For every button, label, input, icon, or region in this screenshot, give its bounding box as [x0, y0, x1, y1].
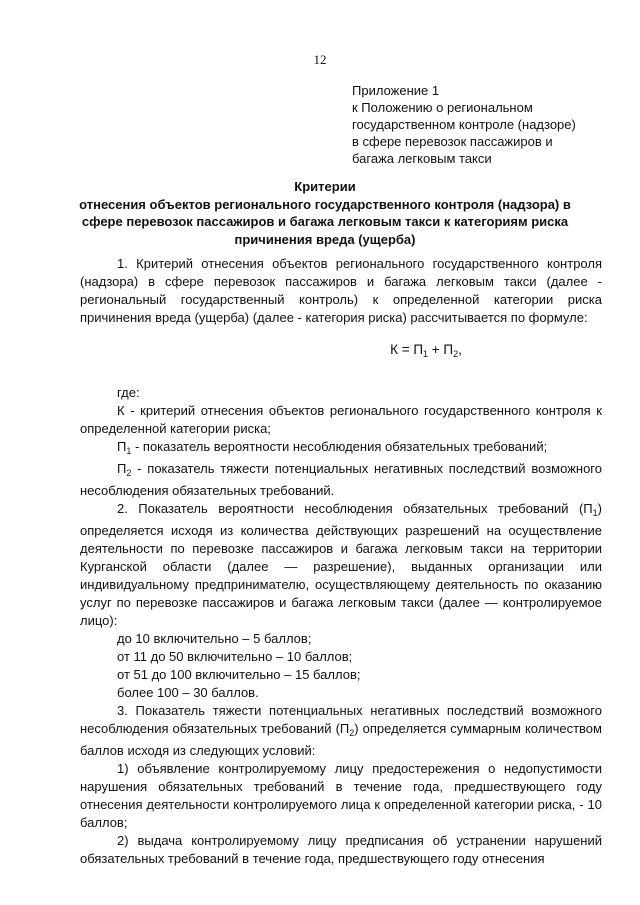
p2-subscript: 2: [126, 468, 132, 478]
appendix-line: государственном контроле (надзоре): [352, 117, 576, 132]
p2-text: - показатель тяжести потенциальных негативных последствий возможного несоблюдения обязательных требований.: [80, 461, 602, 498]
document-title: [60, 178, 590, 248]
definition-p2: [80, 460, 602, 500]
scale-item: от 51 до 100 включительно – 15 баллов;: [117, 667, 361, 682]
paragraph-2-after: ) определяется исходя из количества действующих разрешений на осуществление деятельности по перевозке пассажиров и багажа легковым такси на территории Курганской области (далее — разрешение), выданных организации или индивидуальному предпринимателю, осуществляющему деятельность по оказанию услуг по перевозке пассажиров и багажа легковым такси (далее — контролируемое лицо):: [80, 501, 602, 628]
appendix-line: к Положению о региональном: [352, 100, 533, 115]
page-number: 12: [313, 52, 327, 67]
scale-item: более 100 – 30 баллов.: [117, 685, 259, 700]
appendix-line: багажа легковым такси: [352, 151, 492, 166]
definition-p1: [80, 438, 602, 460]
paragraph-3-before: 3. Показатель тяжести потенциальных негативных последствий возможного несоблюдения обязательных требований (П: [80, 703, 602, 736]
formula-lhs: К = П: [390, 342, 424, 357]
paragraph-1: 1. Критерий отнесения объектов регионального государственного контроля (надзора) в сфере перевозок пассажиров и багажа легковым такси (далее - региональный государственный контроль) к определенной категории риска причинения вреда (ущерба) (далее - категория риска) рассчитывается по формуле:: [80, 256, 602, 325]
appendix-line: Приложение 1: [352, 83, 440, 98]
appendix-line: в сфере перевозок пассажиров и: [352, 134, 553, 149]
title-line: сфере перевозок пассажиров и багажа легковым такси к категориям риска: [81, 214, 569, 229]
condition-2: 2) выдача контролируемому лицу предписания об устранении нарушений обязательных требований в течение года, предшествующего году отнесения: [80, 833, 602, 866]
where-label: где:: [117, 385, 140, 400]
definition-k: К - критерий отнесения объектов регионального государственного контроля к определенной категории риска;: [80, 403, 602, 436]
paragraph-2: [80, 500, 602, 630]
title-line: причинения вреда (ущерба): [234, 231, 416, 247]
formula: [80, 341, 602, 363]
p2-symbol: П: [117, 461, 127, 476]
formula-plus: + П: [428, 342, 454, 357]
p1-subscript: 1: [126, 446, 132, 456]
paragraph-3: [80, 702, 602, 760]
title-line: отнесения объектов регионального государственного контроля (надзора) в: [79, 196, 571, 212]
p1-text: - показатель вероятности несоблюдения обязательных требований;: [131, 439, 548, 454]
title-line: Критерии: [294, 179, 356, 194]
formula-end: ,: [458, 342, 462, 357]
scale-item: до 10 включительно – 5 баллов;: [117, 631, 312, 646]
paragraph-2-before: 2. Показатель вероятности несоблюдения обязательных требований (П: [117, 501, 593, 516]
paragraph-3-after: ) определяется суммарным количеством баллов исходя из следующих условий:: [80, 721, 602, 758]
paragraph-3-sub: 2: [349, 728, 355, 738]
scale-item: от 11 до 50 включительно – 10 баллов;: [117, 649, 353, 664]
document-body: [80, 255, 602, 868]
formula-sub-1: 1: [423, 349, 429, 359]
p1-symbol: П: [117, 439, 127, 454]
appendix-header: [352, 82, 622, 167]
condition-1: 1) объявление контролируемому лицу предостережения о недопустимости нарушения обязательных требований в течение года, предшествующего году отнесения деятельности контролируемого лица к определенной категории риска, - 10 баллов;: [80, 761, 602, 830]
paragraph-2-sub: 1: [592, 508, 598, 518]
formula-sub-2: 2: [453, 349, 459, 359]
